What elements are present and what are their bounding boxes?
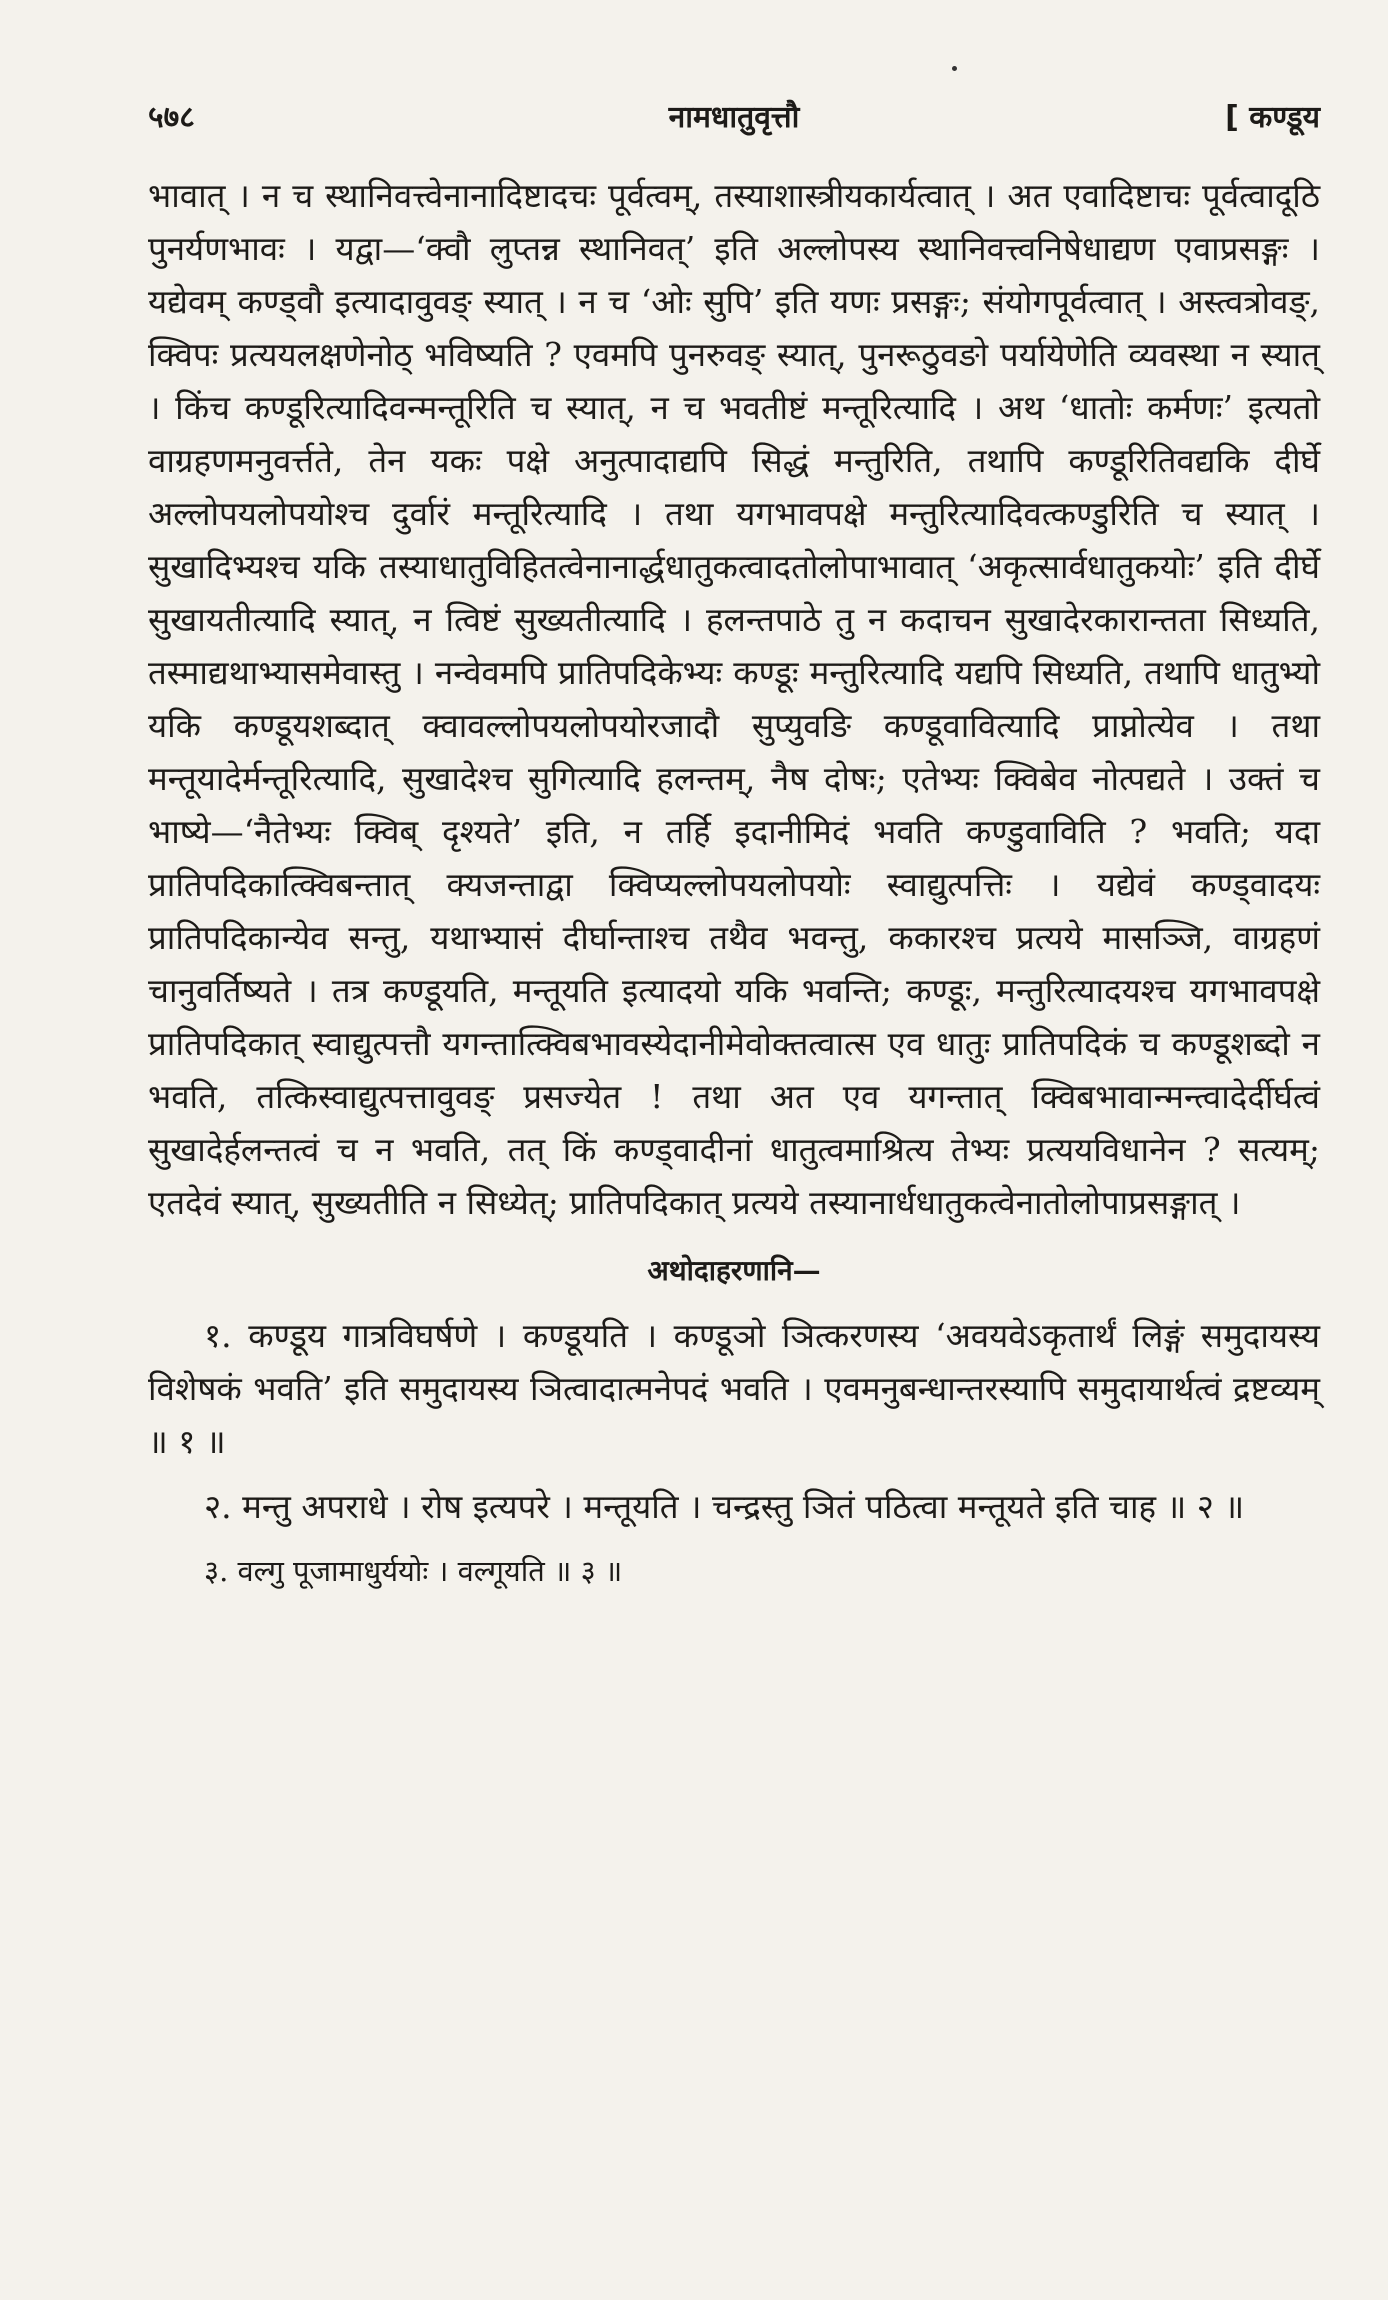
example-item: १. कण्डूय गात्रविघर्षणे । कण्डूयति । कण्डूञो ञित्करणस्य ‘अवयवेऽकृतार्थं लिङ्गं समुदायस्य विशेषकं भवति’ इति समुदायस्य ञित्वादात्मनेपदं भवति । एवमनुबन्धान्तरस्यापि समुदायार्थत्वं द्रष्टव्यम् ॥ १ ॥ [148,1316,1320,1461]
page-number: ५७८ [148,100,195,135]
running-title: नामधातुवृत्तौ [668,100,800,135]
stray-mark [952,66,957,71]
main-paragraph: भावात् । न च स्थानिवत्त्वेनानादिष्टादचः पूर्वत्वम्, तस्याशास्त्रीयकार्यत्वात् । अत एवादिष्टाचः पूर्वत्वादूठि पुनर्यणभावः । यद्वा—‘क्वौ लुप्तन्न स्थानिवत्’ इति अल्लोपस्य स्थानिवत्त्वनिषेधाद्यण एवाप्रसङ्गः । यद्येवम् कण्ड्वौ इत्यादावुवङ् स्यात् । न च ‘ओः सुपि’ इति यणः प्रसङ्गः; संयोगपूर्वत्वात् । अस्त्वत्रोवङ्, क्विपः प्रत्ययलक्षणेनोठ् भविष्यति ? एवमपि पुनरुवङ् स्यात्, पुनरूठुवङो पर्यायेणेति व्यवस्था न स्यात् । किंच कण्डूरित्यादिवन्मन्तूरिति च स्यात्, न च भवतीष्टं मन्तूरित्यादि । अथ ‘धातोः कर्मणः’ इत्यतो वाग्रहणमनुवर्त्तते, तेन यकः पक्षे अनुत्पादाद्यपि सिद्धं मन्तुरिति, तथापि कण्डूरितिवद्यकि दीर्घे अल्लोपयलोपयोश्च दुर्वारं मन्तूरित्यादि । तथा यगभावपक्षे मन्तुरित्यादिवत्कण्डुरिति च स्यात् । सुखादिभ्यश्च यकि तस्याधातुविहितत्वेनानार्द्धधातुकत्वादतोलोपाभावात् ‘अकृत्सार्वधातुकयोः’ इति दीर्घे सुखायतीत्यादि स्यात्, न त्विष्टं सुख्यतीत्यादि । हलन्तपाठे तु न कदाचन सुखादेरकारान्तता सिध्यति, तस्माद्यथाभ्यासमेवास्तु । नन्वेवमपि प्रातिपदिकेभ्यः कण्डूः मन्तुरित्यादि यद्यपि सिध्यति, तथापि धातुभ्यो यकि कण्डूयशब्दात् क्वावल्लोपयलोपयोरजादौ सुप्युवङि कण्डूवावित्यादि प्राप्नोत्येव । तथा मन्तूयादेर्मन्तूरित्यादि, सुखादेश्च सुगित्यादि हलन्तम्, नैष दोषः; एतेभ्यः क्विबेव नोत्पद्यते । उक्तं च भाष्ये—‘नैतेभ्यः क्विब् दृश्यते’ इति, न तर्हि इदानीमिदं भवति कण्डुवाविति ? भवति; यदा प्रातिपदिकात्क्विबन्तात् क्यजन्ताद्वा क्विप्यल्लोपयलोपयोः स्वाद्युत्पत्तिः । यद्येवं कण्ड्वादयः प्रातिपदिकान्येव सन्तु, यथाभ्यासं दीर्घान्ताश्च तथैव भवन्तु, ककारश्च प्रत्यये मासञ्जि, वाग्रहणं चानुवर्तिष्यते । तत्र कण्डूयति, मन्तूयति इत्यादयो यकि भवन्ति; कण्डूः, मन्तुरित्यादयश्च यगभावपक्षे प्रातिपदिकात् स्वाद्युत्पत्तौ यगन्तात्क्विबभावस्येदानीमेवोक्तत्वात्स एव धातुः प्रातिपदिकं च कण्डूशब्दो न भवति, तत्किस्वाद्युत्पत्तावुवङ् प्रसज्येत ! तथा अत एव यगन्तात् क्विबभावान्मन्त्वादेर्दीर्घत्वं सुखादेर्हलन्तत्वं च न भवति, तत् किं कण्ड्वादीनां धातुत्वमाश्रित्य तेभ्यः प्रत्ययविधानेन ? सत्यम्; एतदेवं स्यात्, सुख्यतीति न सिध्येत्; प्रातिपदिकात् प्रत्यये तस्यानार्धधातुकत्वेनातोलोपाप्रसङ्गात् । [148,176,1320,1222]
examples-heading: अथोदाहरणानि— [647,1254,821,1287]
example-item: ३. वल्गु पूजामाधुर्ययोः । वल्गूयति ॥ ३ ॥ [204,1554,623,1588]
example-item: २. मन्तु अपराधे । रोष इत्यपरे । मन्तूयति । चन्द्रस्तु ञितं पठित्वा मन्तूयते इति चाह ॥ २ ॥ [204,1487,1245,1526]
section-marker: [ कण्डूय [1225,100,1320,135]
page-header [148,95,1320,151]
